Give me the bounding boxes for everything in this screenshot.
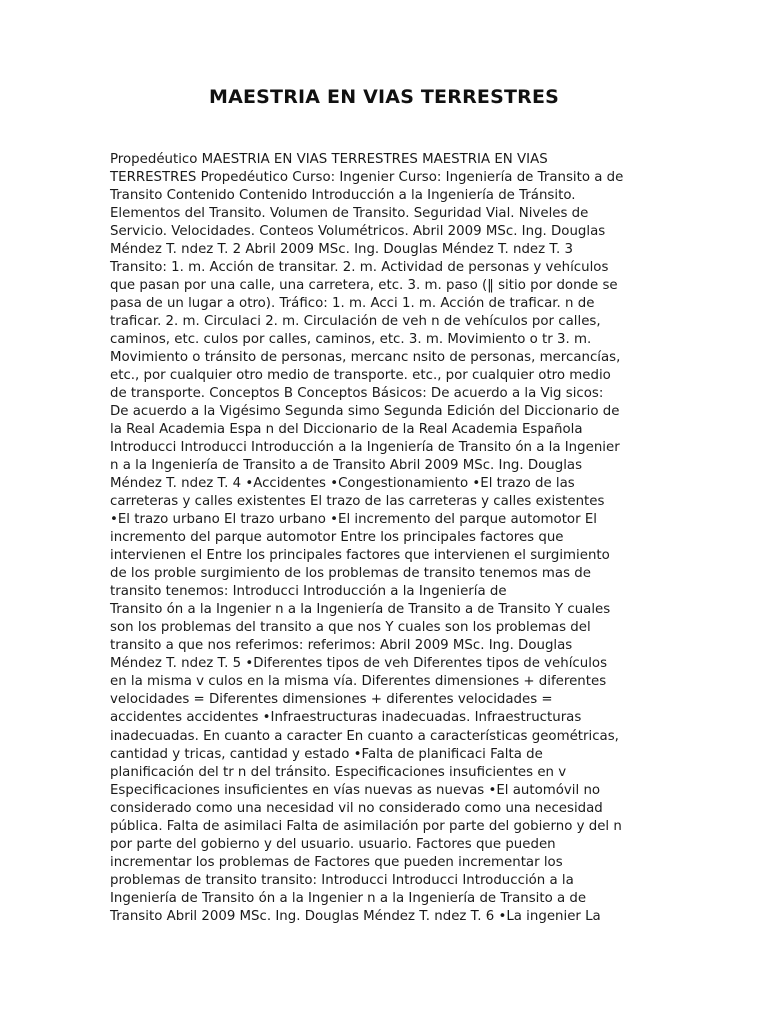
document-line: n a la Ingeniería de Transito a de Transito Abril 2009 MSc. Ing. Douglas (110, 458, 583, 474)
document-line: planificación del tr n del tránsito. Especificaciones insuficientes en v (110, 764, 567, 780)
document-line: en la misma v culos en la misma vía. Diferentes dimensiones + diferentes (110, 674, 607, 690)
document-line: Méndez T. ndez T. 4 •Accidentes •Congestionamiento •El trazo de las (110, 476, 575, 492)
document-line: son los problemas del transito a que nos Y cuales son los problemas del (110, 620, 591, 636)
document-line: por parte del gobierno y del usuario. usuario. Factores que pueden (110, 836, 556, 852)
document-line: Transito: 1. m. Acción de transitar. 2. m. Actividad de personas y vehículos (110, 260, 609, 276)
document-line: De acuerdo a la Vigésimo Segunda simo Segunda Edición del Diccionario de (110, 404, 620, 420)
document-line: Especificaciones insuficientes en vías nuevas as nuevas •El automóvil no (110, 782, 601, 798)
document-line: Introducci Introducci Introducción a la Ingeniería de Transito ón a la Ingenier (110, 440, 620, 456)
document-line: Transito Contenido Contenido Introducción a la Ingeniería de Tránsito. (110, 188, 576, 204)
document-line: incremento del parque automotor Entre los principales factores que (110, 530, 564, 546)
document-line: Elementos del Transito. Volumen de Transito. Seguridad Vial. Niveles de (110, 206, 589, 222)
document-line: que pasan por una calle, una carretera, etc. 3. m. paso (‖ sitio por donde se (110, 278, 618, 294)
document-line: la Real Academia Espa n del Diccionario de la Real Academia Española (110, 422, 583, 438)
document-line: de los proble surgimiento de los problemas de transito tenemos mas de (110, 566, 591, 582)
document-line: traficar. 2. m. Circulaci 2. m. Circulación de veh n de vehículos por calles, (110, 314, 601, 330)
document-line: de transporte. Conceptos B Conceptos Básicos: De acuerdo a la Vig sicos: (110, 386, 604, 402)
document-line: inadecuadas. En cuanto a caracter En cuanto a características geométricas, (110, 728, 619, 744)
document-line: pública. Falta de asimilaci Falta de asimilación por parte del gobierno y del n (110, 818, 622, 834)
document-line: velocidades = Diferentes dimensiones + diferentes velocidades = (110, 692, 553, 708)
document-line: TERRESTRES Propedéutico Curso: Ingenier Curso: Ingeniería de Transito a de (110, 170, 624, 186)
document-line: considerado como una necesidad vil no considerado como una necesidad (110, 800, 603, 816)
document-line: incrementar los problemas de Factores que pueden incrementar los (110, 854, 563, 870)
document-body (110, 151, 658, 926)
document-line: problemas de transito transito: Introducci Introducci Introducción a la (110, 872, 574, 888)
document-line: Méndez T. ndez T. 2 Abril 2009 MSc. Ing. Douglas Méndez T. ndez T. 3 (110, 242, 573, 258)
document-line: transito a que nos referimos: referimos: Abril 2009 MSc. Ing. Douglas (110, 638, 573, 654)
document-line: •El trazo urbano El trazo urbano •El incremento del parque automotor El (110, 512, 597, 528)
document-line: cantidad y tricas, cantidad y estado •Falta de planificaci Falta de (110, 746, 543, 762)
document-line: Propedéutico MAESTRIA EN VIAS TERRESTRES MAESTRIA EN VIAS (110, 152, 548, 167)
document-line: Ingeniería de Transito ón a la Ingenier n a la Ingeniería de Transito a de (110, 890, 587, 906)
document-line: transito tenemos: Introducci Introducción a la Ingeniería de (110, 584, 507, 600)
document-line: Movimiento o tránsito de personas, mercanc nsito de personas, mercancías, (110, 350, 621, 366)
document-line: intervienen el Entre los principales factores que intervienen el surgimiento (110, 548, 610, 564)
document-line: Servicio. Velocidades. Conteos Volumétricos. Abril 2009 MSc. Ing. Douglas (110, 224, 606, 240)
document-title: MAESTRIA EN VIAS TERRESTRES (208, 86, 560, 108)
document-line: caminos, etc. culos por calles, caminos, etc. 3. m. Movimiento o tr 3. m. (110, 332, 592, 348)
document-line: carreteras y calles existentes El trazo de las carreteras y calles existentes (110, 494, 605, 510)
document-line: accidentes accidentes •Infraestructuras inadecuadas. Infraestructuras (110, 710, 582, 726)
document-line: etc., por cualquier otro medio de transporte. etc., por cualquier otro medio (110, 368, 611, 384)
document-line: Méndez T. ndez T. 5 •Diferentes tipos de veh Diferentes tipos de vehículos (110, 656, 608, 672)
document-line: Transito ón a la Ingenier n a la Ingeniería de Transito a de Transito Y cuales (110, 602, 611, 618)
document-line: pasa de un lugar a otro). Tráfico: 1. m. Acci 1. m. Acción de traficar. n de (110, 296, 595, 312)
document-line: Transito Abril 2009 MSc. Ing. Douglas Méndez T. ndez T. 6 •La ingenier La (110, 908, 601, 924)
